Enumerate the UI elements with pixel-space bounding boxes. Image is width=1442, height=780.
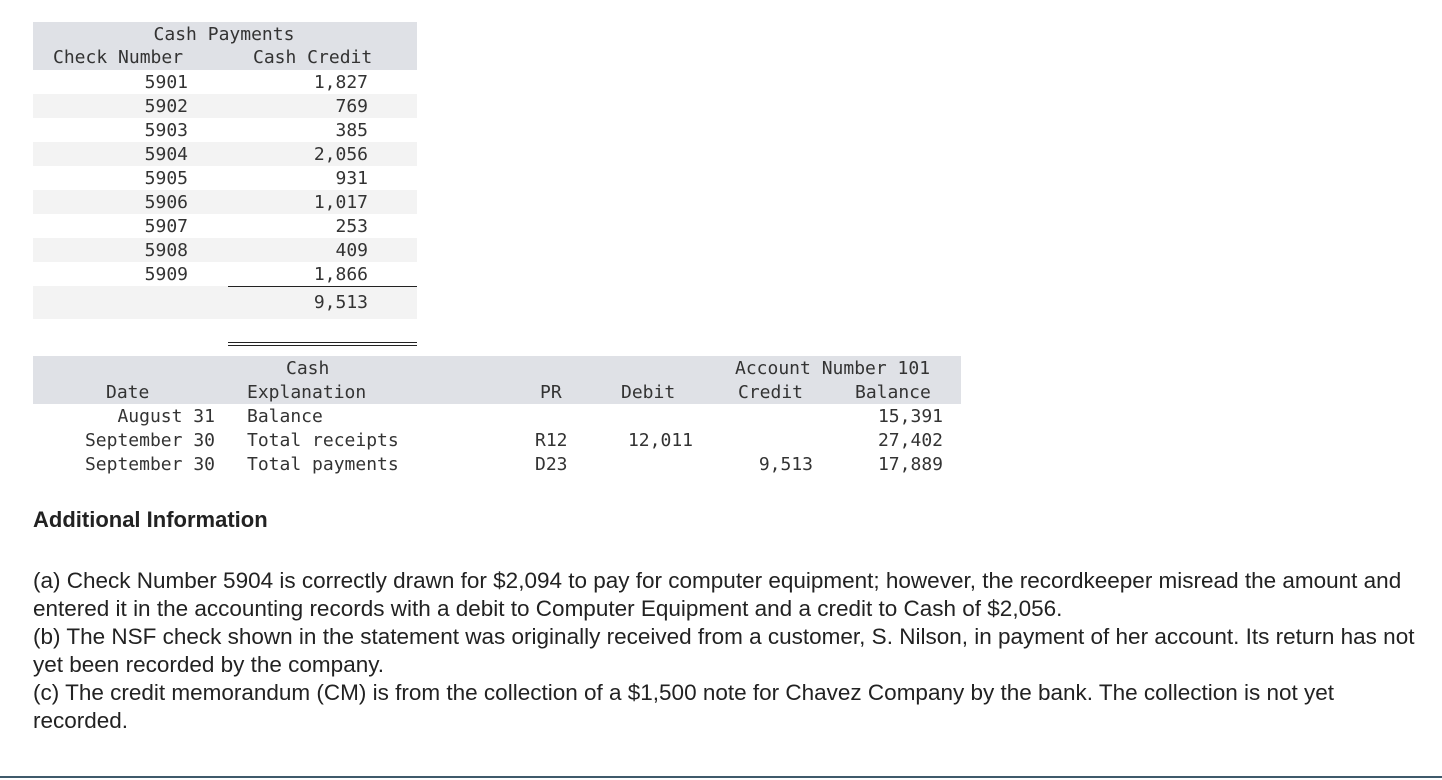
ledger-explanation: Balance bbox=[247, 406, 323, 427]
check-number: 5906 bbox=[144, 192, 188, 213]
ledger-pr: R12 bbox=[535, 430, 568, 451]
cash-credit-amount: 1,866 bbox=[313, 264, 368, 285]
table-row bbox=[33, 94, 417, 118]
cash-ledger-table bbox=[33, 356, 961, 476]
cash-credit-amount: 931 bbox=[335, 168, 368, 189]
date-column-header: Date bbox=[106, 382, 150, 403]
cash-credit-amount: 253 bbox=[335, 216, 368, 237]
table-row bbox=[33, 166, 417, 190]
pr-column-header: PR bbox=[540, 382, 562, 403]
ledger-pr: D23 bbox=[535, 454, 568, 475]
ledger-balance: 27,402 bbox=[877, 430, 943, 451]
ledger-title: Cash bbox=[286, 358, 330, 379]
table-row bbox=[33, 142, 417, 166]
subtotal-rule bbox=[228, 286, 417, 287]
additional-information-body bbox=[33, 567, 1423, 735]
check-number: 5902 bbox=[144, 96, 188, 117]
table-row bbox=[33, 118, 417, 142]
ledger-header bbox=[33, 356, 961, 404]
check-number-column-header: Check Number bbox=[53, 47, 184, 68]
ledger-balance: 17,889 bbox=[877, 454, 943, 475]
ledger-explanation: Total payments bbox=[247, 454, 399, 475]
cash-credit-total: 9,513 bbox=[313, 292, 368, 313]
table-row bbox=[33, 262, 417, 286]
cash-payments-header bbox=[33, 22, 417, 70]
cash-credit-amount: 409 bbox=[335, 240, 368, 261]
cash-payments-table bbox=[33, 22, 417, 319]
check-number: 5909 bbox=[144, 264, 188, 285]
check-number: 5908 bbox=[144, 240, 188, 261]
table-row bbox=[33, 190, 417, 214]
credit-column-header: Credit bbox=[738, 382, 804, 403]
check-number: 5903 bbox=[144, 120, 188, 141]
ledger-balance: 15,391 bbox=[877, 406, 943, 427]
additional-information-heading: Additional Information bbox=[33, 507, 268, 532]
cash-credit-amount: 2,056 bbox=[313, 144, 368, 165]
ledger-explanation: Total receipts bbox=[247, 430, 399, 451]
debit-column-header: Debit bbox=[621, 382, 676, 403]
cash-credit-amount: 1,827 bbox=[313, 72, 368, 93]
cash-payments-title: Cash Payments bbox=[153, 24, 295, 45]
table-row bbox=[33, 452, 961, 476]
info-item-a: (a) Check Number 5904 is correctly drawn for $2,094 to pay for computer equipment; however, the recordkeeper misread the amount and entered it in the accounting records with a debit to Computer Equipment and a credit to Cash of $2,056. bbox=[33, 568, 1402, 621]
check-number: 5904 bbox=[144, 144, 188, 165]
ledger-credit: 9,513 bbox=[758, 454, 813, 475]
table-row bbox=[33, 70, 417, 94]
ledger-date: August 31 bbox=[117, 406, 215, 427]
table-row bbox=[33, 428, 961, 452]
info-item-b: (b) The NSF check shown in the statement was originally received from a customer, S. Nilson, in payment of her account. Its return has not yet been recorded by the company. bbox=[33, 624, 1415, 677]
cash-credit-amount: 769 bbox=[335, 96, 368, 117]
check-number: 5901 bbox=[144, 72, 188, 93]
total-double-rule bbox=[228, 342, 417, 346]
account-number: Account Number 101 bbox=[735, 358, 931, 379]
cash-credit-column-header: Cash Credit bbox=[253, 47, 373, 68]
cash-credit-amount: 1,017 bbox=[313, 192, 368, 213]
total-row bbox=[33, 286, 417, 319]
check-number: 5905 bbox=[144, 168, 188, 189]
table-row bbox=[33, 238, 417, 262]
table-row bbox=[33, 404, 961, 428]
explanation-column-header: Explanation bbox=[247, 382, 367, 403]
ledger-date: September 30 bbox=[84, 430, 215, 451]
check-number: 5907 bbox=[144, 216, 188, 237]
ledger-date: September 30 bbox=[84, 454, 215, 475]
table-row bbox=[33, 214, 417, 238]
balance-column-header: Balance bbox=[855, 382, 931, 403]
ledger-debit: 12,011 bbox=[627, 430, 693, 451]
info-item-c: (c) The credit memorandum (CM) is from the collection of a $1,500 note for Chavez Company by the bank. The collection is not yet recorded. bbox=[33, 680, 1335, 733]
bottom-divider bbox=[0, 776, 1442, 778]
cash-credit-amount: 385 bbox=[335, 120, 368, 141]
